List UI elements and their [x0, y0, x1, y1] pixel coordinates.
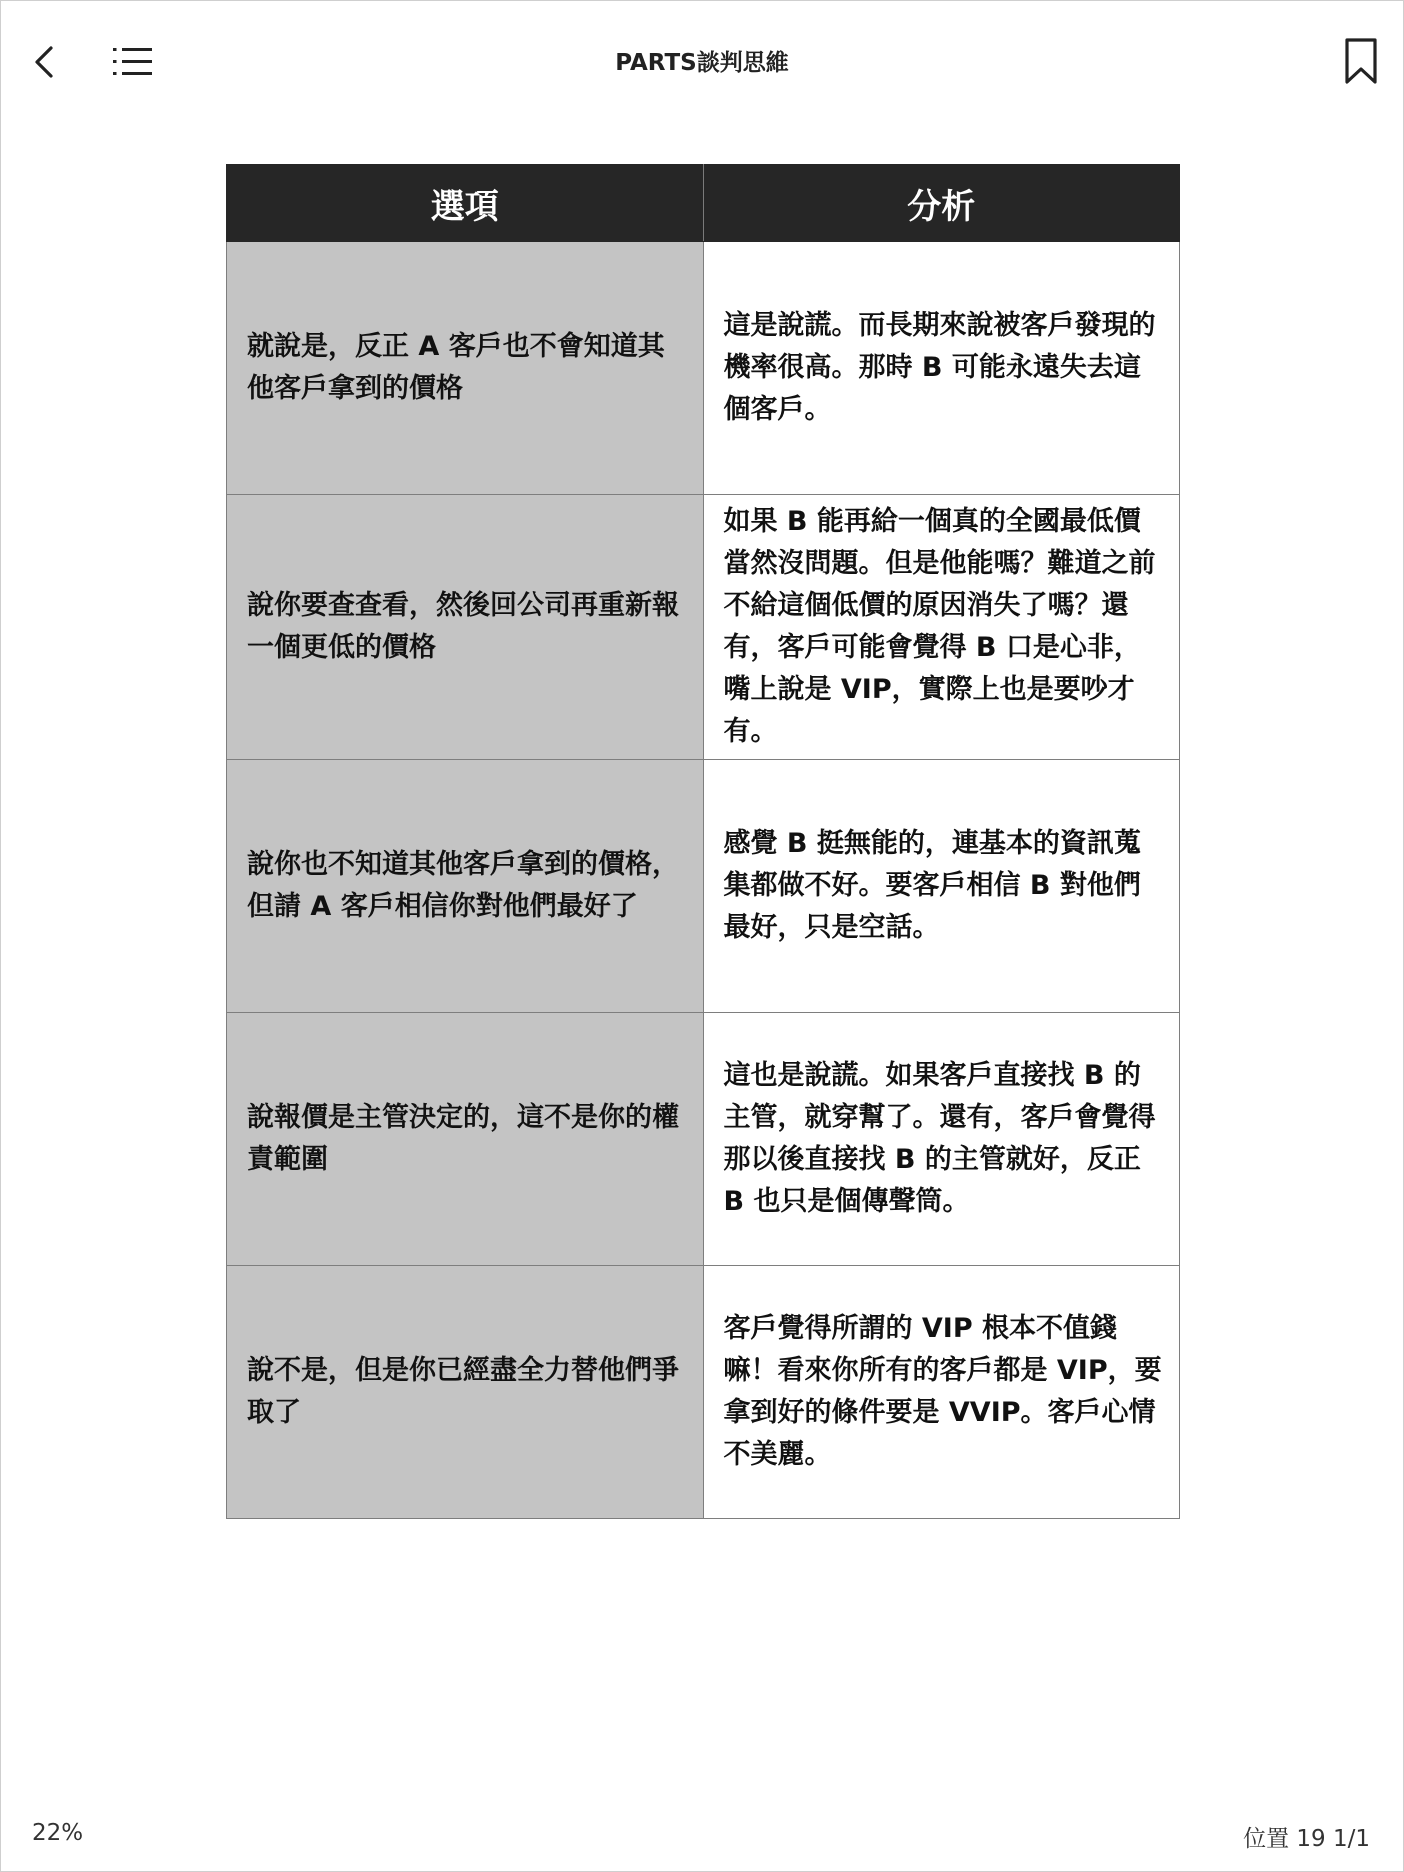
page-content [226, 164, 1180, 1519]
option-cell: 說不是，但是你已經盡全力替他們爭取了 [227, 1266, 704, 1519]
back-button[interactable] [24, 38, 64, 86]
book-title: PARTS談判思維 [615, 50, 789, 76]
book-title-wrap [0, 44, 1404, 77]
header-option: 選項 [227, 165, 704, 242]
analysis-cell: 這是說謊。而長期來說被客戶發現的機率很高。那時 B 可能永遠失去這個客戶。 [703, 242, 1180, 495]
table-row [227, 760, 1180, 1013]
bookmark-button[interactable] [1338, 36, 1384, 88]
reader-toolbar [0, 0, 1404, 120]
option-analysis-table [226, 164, 1180, 1519]
analysis-cell: 客戶覺得所謂的 VIP 根本不值錢嘛！看來你所有的客戶都是 VIP，要拿到好的條件要是 VVIP。客戶心情不美麗。 [703, 1266, 1180, 1519]
table-row [227, 495, 1180, 760]
bookmark-icon [1338, 36, 1384, 88]
option-cell: 說報價是主管決定的，這不是你的權責範圍 [227, 1013, 704, 1266]
reading-progress: 22% [32, 1820, 84, 1846]
table-of-contents-button[interactable] [110, 42, 156, 82]
table-row [227, 242, 1180, 495]
analysis-cell: 如果 B 能再給一個真的全國最低價當然沒問題。但是他能嗎？難道之前不給這個低價的原因消失了嗎？還有，客戶可能會覺得 B 口是心非，嘴上說是 VIP，實際上也是要吵才有。 [703, 495, 1180, 760]
table-row [227, 1013, 1180, 1266]
chevron-left-icon [29, 42, 59, 82]
reading-location: 位置 19 1/1 [1243, 1826, 1370, 1852]
analysis-cell: 感覺 B 挺無能的，連基本的資訊蒐集都做不好。要客戶相信 B 對他們最好，只是空話。 [703, 760, 1180, 1013]
header-analysis: 分析 [703, 165, 1180, 242]
option-cell: 就說是，反正 A 客戶也不會知道其他客戶拿到的價格 [227, 242, 704, 495]
option-cell: 說你要查查看，然後回公司再重新報一個更低的價格 [227, 495, 704, 760]
table-row [227, 1266, 1180, 1519]
list-icon [110, 42, 156, 82]
analysis-cell: 這也是說謊。如果客戶直接找 B 的主管，就穿幫了。還有，客戶會覺得那以後直接找 B 的主管就好，反正 B 也只是個傳聲筒。 [703, 1013, 1180, 1266]
option-cell: 說你也不知道其他客戶拿到的價格，但請 A 客戶相信你對他們最好了 [227, 760, 704, 1013]
table-header-row [227, 165, 1180, 242]
